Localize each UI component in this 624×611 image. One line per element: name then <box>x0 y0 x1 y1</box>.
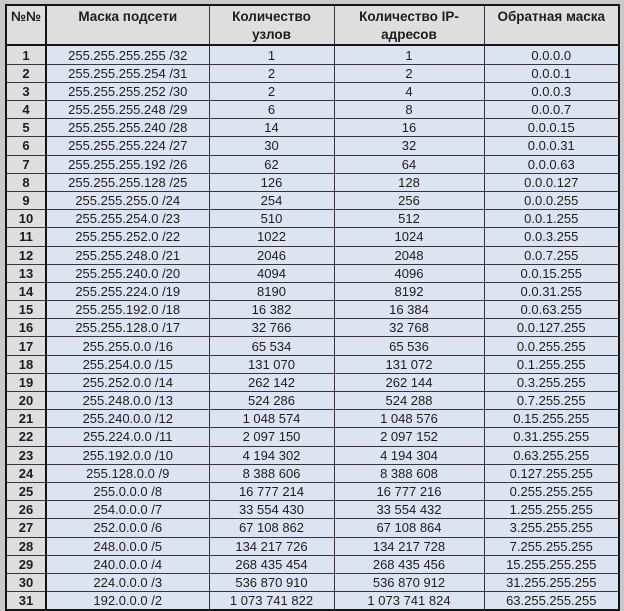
row-number-cell: 5 <box>6 119 46 137</box>
ip-count-cell: 8192 <box>334 282 484 300</box>
host-count-cell: 8 388 606 <box>209 464 334 482</box>
wildcard-mask-cell: 1.255.255.255 <box>484 501 619 519</box>
row-number-cell: 22 <box>6 428 46 446</box>
ip-count-cell: 1 <box>334 45 484 64</box>
wildcard-mask-cell: 7.255.255.255 <box>484 537 619 555</box>
subnet-mask-cell: 255.255.248.0 /21 <box>46 246 209 264</box>
ip-count-cell: 16 <box>334 119 484 137</box>
ip-count-cell: 65 536 <box>334 337 484 355</box>
row-number-cell: 18 <box>6 355 46 373</box>
host-count-cell: 4 194 302 <box>209 446 334 464</box>
table-row <box>6 446 619 464</box>
column-header-subnet-mask: Маска подсети <box>46 5 209 45</box>
host-count-cell: 62 <box>209 155 334 173</box>
row-number-cell: 31 <box>6 592 46 611</box>
subnet-mask-cell: 255.240.0.0 /12 <box>46 410 209 428</box>
host-count-cell: 2 097 150 <box>209 428 334 446</box>
table-row <box>6 228 619 246</box>
wildcard-mask-cell: 0.127.255.255 <box>484 464 619 482</box>
ip-count-cell: 8 <box>334 101 484 119</box>
table-row <box>6 573 619 591</box>
row-number-cell: 20 <box>6 392 46 410</box>
subnet-mask-cell: 248.0.0.0 /5 <box>46 537 209 555</box>
ip-count-cell: 2 <box>334 64 484 82</box>
subnet-mask-cell: 255.255.128.0 /17 <box>46 319 209 337</box>
ip-count-cell: 32 768 <box>334 319 484 337</box>
subnet-mask-cell: 252.0.0.0 /6 <box>46 519 209 537</box>
table-row <box>6 337 619 355</box>
column-header-wildcard-mask: Обратная маска <box>484 5 619 45</box>
row-number-cell: 3 <box>6 82 46 100</box>
column-header-number: №№ <box>6 5 46 45</box>
wildcard-mask-cell: 63.255.255.255 <box>484 592 619 611</box>
table-row <box>6 410 619 428</box>
table-row <box>6 64 619 82</box>
ip-count-cell: 16 777 216 <box>334 482 484 500</box>
subnet-mask-cell: 255.255.255.0 /24 <box>46 191 209 209</box>
table-row <box>6 301 619 319</box>
ip-count-cell: 134 217 728 <box>334 537 484 555</box>
subnet-mask-cell: 255.255.255.192 /26 <box>46 155 209 173</box>
subnet-mask-cell: 255.128.0.0 /9 <box>46 464 209 482</box>
host-count-cell: 6 <box>209 101 334 119</box>
ip-count-cell: 268 435 456 <box>334 555 484 573</box>
ip-count-cell: 2048 <box>334 246 484 264</box>
host-count-cell: 8190 <box>209 282 334 300</box>
subnet-mask-cell: 255.192.0.0 /10 <box>46 446 209 464</box>
subnet-mask-cell: 255.254.0.0 /15 <box>46 355 209 373</box>
subnet-mask-cell: 255.255.240.0 /20 <box>46 264 209 282</box>
wildcard-mask-cell: 0.63.255.255 <box>484 446 619 464</box>
table-row <box>6 119 619 137</box>
wildcard-mask-cell: 0.0.15.255 <box>484 264 619 282</box>
wildcard-mask-cell: 0.0.0.31 <box>484 137 619 155</box>
table-row <box>6 191 619 209</box>
host-count-cell: 65 534 <box>209 337 334 355</box>
ip-count-cell: 32 <box>334 137 484 155</box>
wildcard-mask-cell: 0.0.255.255 <box>484 337 619 355</box>
ip-count-cell: 16 384 <box>334 301 484 319</box>
wildcard-mask-cell: 3.255.255.255 <box>484 519 619 537</box>
ip-count-cell: 1 048 576 <box>334 410 484 428</box>
row-number-cell: 30 <box>6 573 46 591</box>
subnet-mask-cell: 255.0.0.0 /8 <box>46 482 209 500</box>
row-number-cell: 10 <box>6 210 46 228</box>
wildcard-mask-cell: 0.0.127.255 <box>484 319 619 337</box>
ip-count-cell: 524 288 <box>334 392 484 410</box>
host-count-cell: 1 048 574 <box>209 410 334 428</box>
ip-count-cell: 512 <box>334 210 484 228</box>
ip-count-cell: 128 <box>334 173 484 191</box>
header-row <box>6 5 619 45</box>
ip-count-cell: 64 <box>334 155 484 173</box>
subnet-mask-cell: 255.255.255.128 /25 <box>46 173 209 191</box>
table-row <box>6 210 619 228</box>
ip-count-cell: 1 073 741 824 <box>334 592 484 611</box>
host-count-cell: 2 <box>209 64 334 82</box>
ip-count-cell: 1024 <box>334 228 484 246</box>
row-number-cell: 21 <box>6 410 46 428</box>
ip-count-cell: 4 <box>334 82 484 100</box>
table-row <box>6 555 619 573</box>
ip-count-cell: 8 388 608 <box>334 464 484 482</box>
ip-count-cell: 4 194 304 <box>334 446 484 464</box>
row-number-cell: 19 <box>6 373 46 391</box>
row-number-cell: 8 <box>6 173 46 191</box>
subnet-mask-cell: 255.255.255.224 /27 <box>46 137 209 155</box>
ip-count-cell: 131 072 <box>334 355 484 373</box>
host-count-cell: 254 <box>209 191 334 209</box>
host-count-cell: 536 870 910 <box>209 573 334 591</box>
row-number-cell: 6 <box>6 137 46 155</box>
subnet-mask-cell: 255.255.255.255 /32 <box>46 45 209 64</box>
row-number-cell: 17 <box>6 337 46 355</box>
subnet-mask-cell: 255.224.0.0 /11 <box>46 428 209 446</box>
host-count-cell: 67 108 862 <box>209 519 334 537</box>
table-row <box>6 246 619 264</box>
host-count-cell: 16 382 <box>209 301 334 319</box>
row-number-cell: 12 <box>6 246 46 264</box>
wildcard-mask-cell: 0.0.0.3 <box>484 82 619 100</box>
host-count-cell: 524 286 <box>209 392 334 410</box>
ip-count-cell: 4096 <box>334 264 484 282</box>
wildcard-mask-cell: 0.0.31.255 <box>484 282 619 300</box>
row-number-cell: 23 <box>6 446 46 464</box>
row-number-cell: 11 <box>6 228 46 246</box>
table-row <box>6 319 619 337</box>
subnet-mask-cell: 255.255.224.0 /19 <box>46 282 209 300</box>
host-count-cell: 262 142 <box>209 373 334 391</box>
ip-count-cell: 262 144 <box>334 373 484 391</box>
table-row <box>6 137 619 155</box>
row-number-cell: 28 <box>6 537 46 555</box>
subnet-mask-cell: 255.252.0.0 /14 <box>46 373 209 391</box>
subnet-mask-cell: 255.255.255.252 /30 <box>46 82 209 100</box>
table-row <box>6 355 619 373</box>
host-count-cell: 32 766 <box>209 319 334 337</box>
host-count-cell: 2 <box>209 82 334 100</box>
row-number-cell: 13 <box>6 264 46 282</box>
row-number-cell: 2 <box>6 64 46 82</box>
host-count-cell: 268 435 454 <box>209 555 334 573</box>
subnet-mask-cell: 192.0.0.0 /2 <box>46 592 209 611</box>
subnet-mask-table <box>5 4 620 611</box>
table-row <box>6 155 619 173</box>
row-number-cell: 29 <box>6 555 46 573</box>
row-number-cell: 15 <box>6 301 46 319</box>
subnet-mask-cell: 255.255.192.0 /18 <box>46 301 209 319</box>
row-number-cell: 27 <box>6 519 46 537</box>
subnet-mask-cell: 255.248.0.0 /13 <box>46 392 209 410</box>
ip-count-cell: 256 <box>334 191 484 209</box>
subnet-mask-cell: 254.0.0.0 /7 <box>46 501 209 519</box>
wildcard-mask-cell: 0.1.255.255 <box>484 355 619 373</box>
row-number-cell: 25 <box>6 482 46 500</box>
table-body <box>6 45 619 610</box>
table-row <box>6 101 619 119</box>
table-row <box>6 373 619 391</box>
row-number-cell: 4 <box>6 101 46 119</box>
subnet-mask-cell: 255.255.255.240 /28 <box>46 119 209 137</box>
row-number-cell: 9 <box>6 191 46 209</box>
subnet-mask-cell: 224.0.0.0 /3 <box>46 573 209 591</box>
wildcard-mask-cell: 31.255.255.255 <box>484 573 619 591</box>
table-row <box>6 392 619 410</box>
table-row <box>6 592 619 611</box>
subnet-mask-cell: 255.255.255.254 /31 <box>46 64 209 82</box>
host-count-cell: 1 <box>209 45 334 64</box>
table-row <box>6 264 619 282</box>
table-row <box>6 45 619 64</box>
subnet-mask-cell: 255.255.0.0 /16 <box>46 337 209 355</box>
row-number-cell: 16 <box>6 319 46 337</box>
table-row <box>6 537 619 555</box>
host-count-cell: 1022 <box>209 228 334 246</box>
host-count-cell: 14 <box>209 119 334 137</box>
host-count-cell: 134 217 726 <box>209 537 334 555</box>
host-count-cell: 4094 <box>209 264 334 282</box>
table-row <box>6 482 619 500</box>
column-header-ip-count: Количество IP-адресов <box>334 5 484 45</box>
table-row <box>6 173 619 191</box>
ip-count-cell: 2 097 152 <box>334 428 484 446</box>
wildcard-mask-cell: 0.0.63.255 <box>484 301 619 319</box>
wildcard-mask-cell: 0.0.3.255 <box>484 228 619 246</box>
table-row <box>6 428 619 446</box>
host-count-cell: 2046 <box>209 246 334 264</box>
host-count-cell: 30 <box>209 137 334 155</box>
row-number-cell: 7 <box>6 155 46 173</box>
wildcard-mask-cell: 0.0.1.255 <box>484 210 619 228</box>
subnet-mask-cell: 255.255.255.248 /29 <box>46 101 209 119</box>
table-row <box>6 464 619 482</box>
wildcard-mask-cell: 0.0.0.255 <box>484 191 619 209</box>
wildcard-mask-cell: 0.0.0.15 <box>484 119 619 137</box>
row-number-cell: 24 <box>6 464 46 482</box>
subnet-mask-cell: 255.255.252.0 /22 <box>46 228 209 246</box>
host-count-cell: 33 554 430 <box>209 501 334 519</box>
host-count-cell: 16 777 214 <box>209 482 334 500</box>
wildcard-mask-cell: 0.3.255.255 <box>484 373 619 391</box>
table-row <box>6 501 619 519</box>
table-row <box>6 282 619 300</box>
column-header-host-count: Количество узлов <box>209 5 334 45</box>
table-row <box>6 82 619 100</box>
row-number-cell: 14 <box>6 282 46 300</box>
subnet-mask-cell: 240.0.0.0 /4 <box>46 555 209 573</box>
ip-count-cell: 67 108 864 <box>334 519 484 537</box>
table-header <box>6 5 619 45</box>
host-count-cell: 126 <box>209 173 334 191</box>
wildcard-mask-cell: 0.0.0.0 <box>484 45 619 64</box>
subnet-mask-cell: 255.255.254.0 /23 <box>46 210 209 228</box>
wildcard-mask-cell: 0.0.0.63 <box>484 155 619 173</box>
table-row <box>6 519 619 537</box>
ip-count-cell: 33 554 432 <box>334 501 484 519</box>
wildcard-mask-cell: 0.15.255.255 <box>484 410 619 428</box>
wildcard-mask-cell: 0.0.0.127 <box>484 173 619 191</box>
host-count-cell: 1 073 741 822 <box>209 592 334 611</box>
wildcard-mask-cell: 0.0.0.1 <box>484 64 619 82</box>
wildcard-mask-cell: 0.0.0.7 <box>484 101 619 119</box>
host-count-cell: 131 070 <box>209 355 334 373</box>
ip-count-cell: 536 870 912 <box>334 573 484 591</box>
wildcard-mask-cell: 0.31.255.255 <box>484 428 619 446</box>
wildcard-mask-cell: 0.255.255.255 <box>484 482 619 500</box>
wildcard-mask-cell: 0.7.255.255 <box>484 392 619 410</box>
wildcard-mask-cell: 0.0.7.255 <box>484 246 619 264</box>
host-count-cell: 510 <box>209 210 334 228</box>
row-number-cell: 26 <box>6 501 46 519</box>
row-number-cell: 1 <box>6 45 46 64</box>
wildcard-mask-cell: 15.255.255.255 <box>484 555 619 573</box>
